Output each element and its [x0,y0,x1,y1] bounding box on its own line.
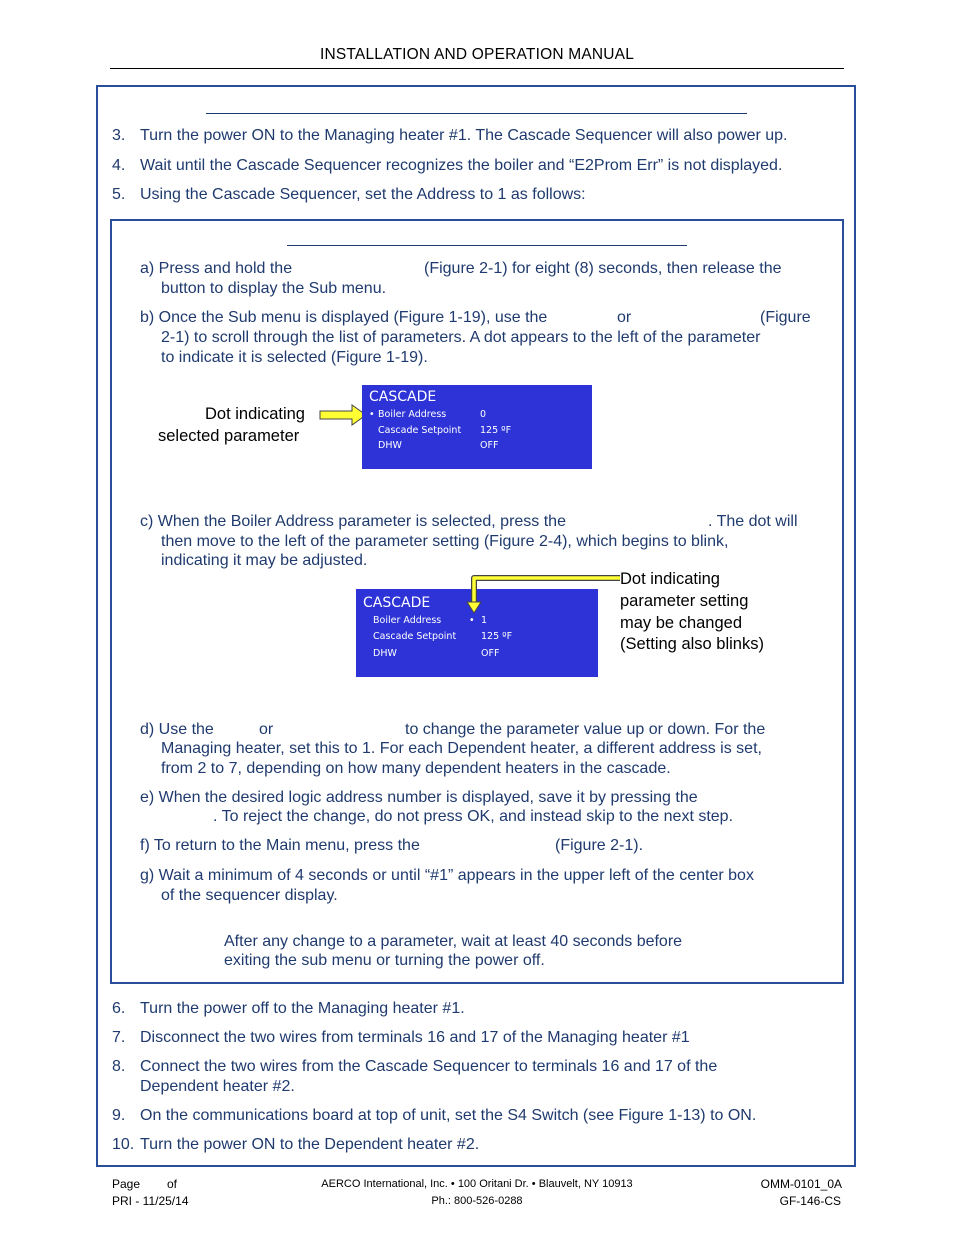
screen-row-value: OFF [480,440,499,451]
callout-text: parameter setting [620,592,749,610]
substep-c-text: indicating it may be adjusted. [161,552,368,569]
substep-d-text: from 2 to 7, depending on how many dependent heaters in the cascade. [161,760,671,777]
substep-c-text: then move to the left of the parameter setting (Figure 2-4), which begins to blink, [161,533,729,550]
step-text: Turn the power ON to the Dependent heater #2. [140,1136,480,1153]
callout-arrow-icon [462,570,622,614]
screen-title: CASCADE [363,595,431,611]
step-number: 5. [112,186,126,203]
substep-c-text: c) When the Boiler Address parameter is selected, press the [140,513,566,530]
section-heading-rule [206,113,747,114]
form-number: GF-146-CS [779,1194,841,1208]
step-text: Connect the two wires from the Cascade Sequencer to terminals 16 and 17 of the [140,1058,718,1075]
step-number: 8. [112,1058,126,1075]
screen-row-value: OFF [481,648,500,659]
callout-text: selected parameter [158,427,300,445]
step-text: Turn the power ON to the Managing heater #1. The Cascade Sequencer will also power up. [140,127,788,144]
subsection-heading-rule [287,245,687,246]
revision-date: PRI - 11/25/14 [112,1194,189,1208]
substep-e-text: . To reject the change, do not press OK, and instead skip to the next step. [213,808,734,825]
substep-a-text: a) Press and hold the [140,260,293,277]
screen-row-label: Cascade Setpoint [373,631,457,642]
step-text: Disconnect the two wires from terminals 16 and 17 of the Managing heater #1 [140,1029,690,1046]
note-text: exiting the sub menu or turning the power off. [224,952,545,969]
callout-text: may be changed [620,614,743,632]
substep-e-text: e) When the desired logic address number is displayed, save it by pressing the [140,789,698,806]
callout-text: (Setting also blinks) [620,635,764,653]
step-number: 9. [112,1107,126,1124]
callout-text: Dot indicating [205,405,305,423]
step-number: 4. [112,157,126,174]
company-phone: Ph.: 800-526-0288 [431,1195,523,1207]
substep-d-text: Managing heater, set this to 1. For each Dependent heater, a different address is set, [161,740,762,757]
document-number: OMM-0101_0A [760,1177,842,1191]
substep-b-text: to indicate it is selected (Figure 1-19). [161,349,428,366]
screen-row-value: 125 ºF [481,631,513,642]
substep-c-text: . The dot will [708,513,798,530]
substep-f-text: (Figure 2-1). [555,837,644,854]
step-text: On the communications board at top of unit, set the S4 Switch (see Figure 1-13) to ON. [140,1107,757,1124]
substep-a-text: (Figure 2-1) for eight (8) seconds, then release the [424,260,782,277]
substep-d-text: to change the parameter value up or down. For the [405,721,766,738]
callout-text: Dot indicating [620,570,720,588]
substep-b-text: (Figure [760,309,811,326]
company-address: AERCO International, Inc. • 100 Oritani Dr. • Blauvelt, NY 10913 [321,1178,633,1190]
step-text: Using the Cascade Sequencer, set the Address to 1 as follows: [140,186,586,203]
sequencer-screen-selected [362,385,592,469]
substep-f-text: f) To return to the Main menu, press the [140,837,420,854]
screen-row-value: 0 [480,409,487,420]
screen-row-value: 1 [481,615,488,626]
screen-row-label: DHW [373,648,397,659]
screen-row-label: Boiler Address [378,409,447,420]
step-number: 7. [112,1029,126,1046]
manual-title: INSTALLATION AND OPERATION MANUAL [319,46,635,63]
step-number: 10. [112,1136,135,1153]
substep-b-text: 2-1) to scroll through the list of parameters. A dot appears to the left of the parameter [161,329,761,346]
screen-row-dot: • [369,409,375,420]
page-of-label: of [167,1177,178,1191]
screen-row-value: 125 ºF [480,425,512,436]
step-text: Wait until the Cascade Sequencer recognizes the boiler and “E2Prom Err” is not displayed. [140,157,783,174]
screen-title: CASCADE [369,389,437,405]
substep-d-text: or [259,721,274,738]
step-number: 6. [112,1000,126,1017]
substep-g-text: g) Wait a minimum of 4 seconds or until “#1” appears in the upper left of the center box [140,867,754,884]
substep-g-text: of the sequencer display. [161,887,338,904]
note-text: After any change to a parameter, wait at least 40 seconds before [224,933,683,950]
substep-b-text: or [617,309,632,326]
substep-a-text: button to display the Sub menu. [161,280,387,297]
screen-row-dot: • [469,615,475,626]
step-text: Dependent heater #2. [140,1078,295,1095]
page-label: Page [112,1177,141,1191]
header-rule [110,68,844,69]
screen-row-label: DHW [378,440,402,451]
step-text: Turn the power off to the Managing heater #1. [140,1000,465,1017]
substep-b-text: b) Once the Sub menu is displayed (Figure 1-19), use the [140,309,548,326]
screen-row-label: Cascade Setpoint [378,425,462,436]
substep-d-text: d) Use the [140,721,214,738]
screen-row-label: Boiler Address [373,615,442,626]
step-number: 3. [112,127,126,144]
